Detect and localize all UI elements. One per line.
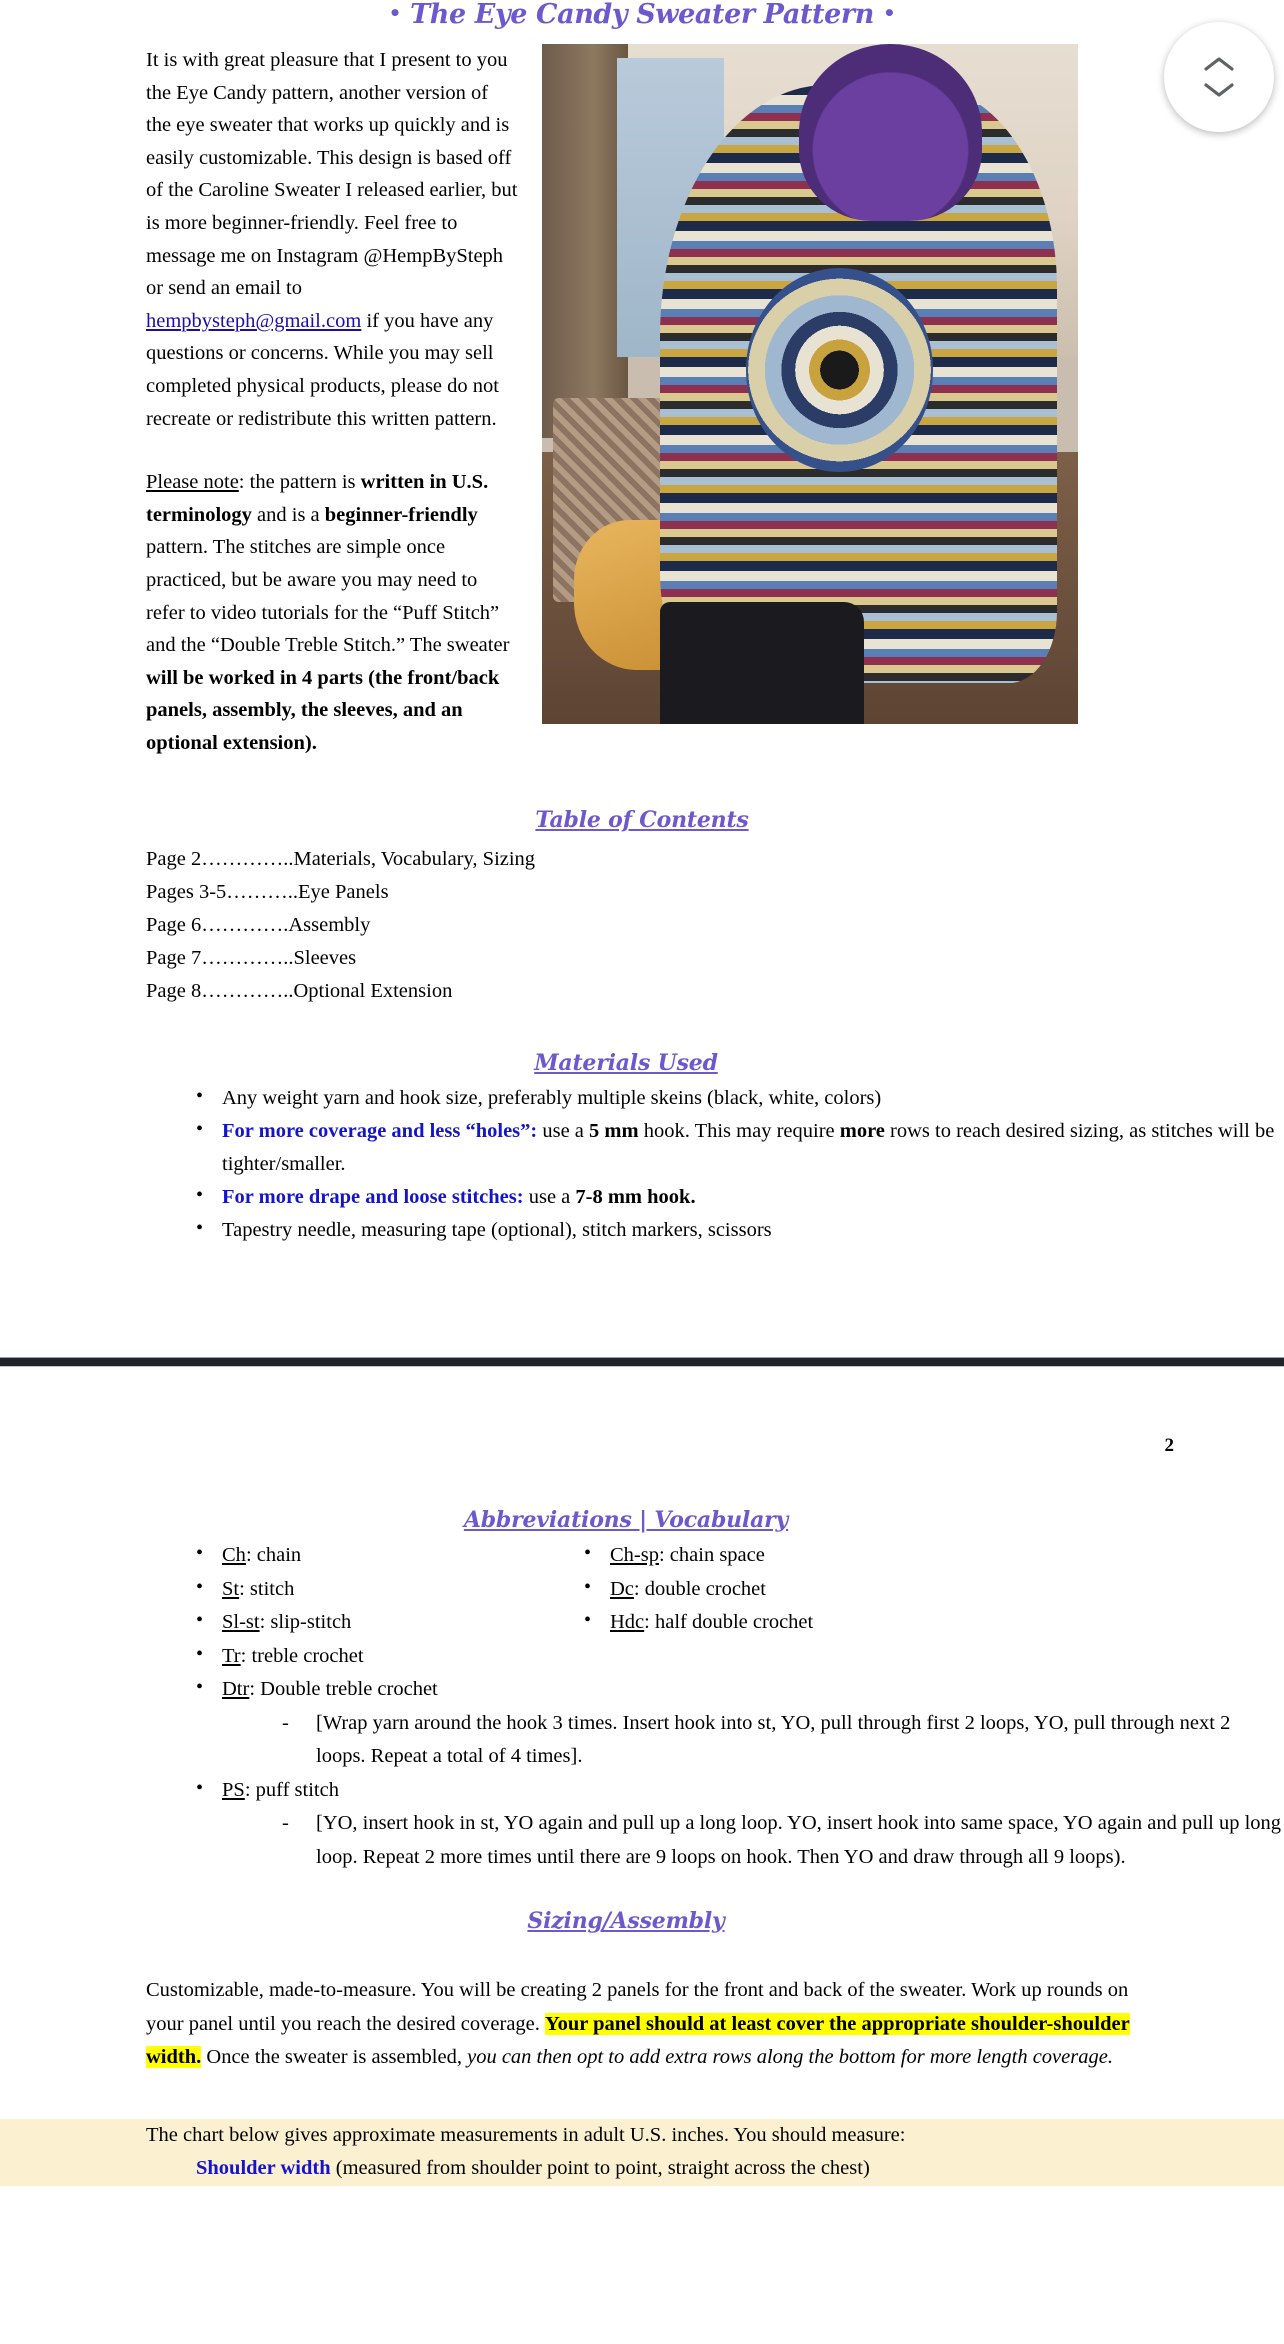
page-break-divider [0,1357,1284,1367]
photo-eye-motif [746,268,934,472]
abbr-def: : double crochet [633,1577,766,1600]
sizing-text-b: Once the sweater is assembled, [201,2046,468,2069]
materials-used-heading: Materials Used [534,1050,718,1077]
table-of-contents-list [146,843,1284,1008]
table-of-contents-heading: Table of Contents [535,807,749,834]
abbreviations-right-column [560,1539,1284,1640]
abbr-def: : chain space [658,1544,765,1567]
intro-p2-bold-terminology: written in U.S. terminology [146,471,489,526]
photo-door [542,44,628,438]
material-text: Any weight yarn and hook size, preferably multiple skeins (black, white, colors) [222,1087,882,1110]
material-emphasis: For more drape and loose stitches: [222,1186,524,1209]
abbr-term: Ch-sp [610,1544,659,1567]
toc-entry: Page 8…………..Optional Extension [146,980,453,1003]
title-bullet-right: • [882,1,896,25]
sizing-paragraph [146,1974,1138,2075]
material-text: use a [523,1186,576,1209]
abbr-term: Dc [610,1577,634,1600]
abbr-sub-list [222,1807,1284,1874]
abbreviations-right-list [560,1539,1284,1640]
chart-note-text: The chart below gives approximate measurements in adult U.S. inches. You should measure: [146,2123,906,2146]
document-page-2 [0,1435,1284,2186]
material-hook-size: 7-8 mm hook. [575,1186,696,1209]
chart-note-paragraph [146,2119,1138,2153]
abbr-def: : treble crochet [240,1644,364,1667]
abbr-sub-text: [YO, insert hook in st, YO again and pull up a long loop. YO, insert hook into same space, YO again and pull up long loop. Repeat 2 more times until there are 9 loops on hook. Then YO and draw through all 9 loops). [316,1812,1282,1868]
list-item [282,1707,1284,1774]
abbr-def: : slip-stitch [259,1611,352,1634]
intro-p2-b: and is a [251,503,325,526]
material-emphasis: For more coverage and less “holes”: [222,1120,538,1143]
sizing-assembly-heading: Sizing/Assembly [527,1908,725,1935]
abbreviations-heading: Abbreviations | Vocabulary [463,1507,789,1534]
list-item [196,1606,560,1640]
intro-text-column [146,44,518,759]
toc-entry: Page 6………….Assembly [146,914,371,937]
abbreviations-left-list [0,1539,560,1640]
abbreviations-left-column [0,1539,560,1640]
intro-p1-part2: if you have any questions or concerns. While you may sell completed physical products, please do not recreate or redistribute this written pattern. [146,309,499,430]
chevron-down-icon[interactable] [1202,81,1236,99]
material-hook-size: 5 mm [589,1120,639,1143]
abbr-sub-text: [Wrap yarn around the hook 3 times. Insert hook into st, YO, pull through first 2 loops, YO, pull through next 2 loops. Repeat a total of 4 times]. [316,1711,1231,1768]
material-more: more [839,1120,885,1143]
page-title [0,0,1284,30]
abbr-term: Sl-st [222,1611,260,1634]
intro-p2-a: : the pattern is [238,471,361,494]
intro-paragraph-2 [146,466,518,759]
intro-p2-bold-beginner: beginner-friendly [324,503,478,526]
abbr-term: Hdc [610,1611,645,1634]
materials-list [0,1082,1284,1247]
list-item [196,1573,560,1607]
sizing-highlighted-note: Your panel should at least cover the appropriate shoulder-shoulder width. [146,2012,1130,2069]
list-item [196,1214,1284,1247]
abbr-def: : chain [245,1544,302,1567]
title-text: The Eye Candy Sweater Pattern [410,0,874,30]
page-number: 2 [1164,1435,1174,1457]
abbr-def: : Double treble crochet [249,1678,438,1701]
abbr-term: St [222,1577,240,1600]
sizing-text-a: Customizable, made-to-measure. You will be creating 2 panels for the front and back of the sweater. Work up rounds on your panel until you reach the desired coverage. [146,1979,1129,2035]
list-item [584,1606,1284,1640]
toc-entry: Pages 3-5………..Eye Panels [146,881,389,904]
list-item [196,1673,1284,1774]
abbr-term: PS [222,1778,245,1801]
intro-p1-part1: It is with great pleasure that I present to you the Eye Candy pattern, another version of the eye sweater that works up quickly and is easily customizable. This design is based off of the Caroline Sweater I released earlier, but is more beginner-friendly. Feel free to message me on Instagram @HempBySteph or send an email to [146,49,518,300]
abbr-def: : puff stitch [244,1778,339,1801]
chart-note-band [0,2119,1284,2186]
shoulder-width-label: Shoulder width [196,2157,331,2180]
abbreviations-columns [0,1539,1284,1640]
list-item [282,1807,1284,1874]
photo-content [542,44,1078,724]
intro-p2-c: pattern. The stitches are simple once practiced, but be aware you may need to refer to video tutorials for the “Puff Stitch” and the “Double Treble Stitch.” The sweater [146,536,510,657]
scroll-navigation-widget[interactable] [1164,22,1274,132]
abbr-def: : stitch [239,1577,295,1600]
material-text: rows to reach desired sizing, as stitches will be tighter/smaller. [222,1120,1275,1176]
list-item [196,1181,1284,1214]
intro-section [0,44,1284,759]
abbr-term: Ch [222,1544,246,1567]
abbr-sub-list [222,1707,1284,1774]
toc-entry: Page 2…………..Materials, Vocabulary, Sizing [146,848,536,871]
title-bullet-left: • [388,1,402,25]
photo-model-pants [660,602,864,724]
shoulder-width-desc: (measured from shoulder point to point, straight across the chest) [330,2157,870,2180]
sizing-italic-note: you can then opt to add extra rows along the bottom for more length coverage. [467,2046,1113,2069]
material-text: hook. This may require [638,1120,840,1143]
chevron-up-icon[interactable] [1202,55,1236,73]
toc-entry: Page 7…………..Sleeves [146,947,357,970]
please-note-label: Please note [146,471,239,494]
abbreviations-continued-list [0,1640,1284,1875]
photo-model-hair [799,44,981,221]
list-item [584,1573,1284,1607]
abbr-term: Tr [222,1644,241,1667]
sweater-photo [542,44,1078,724]
intro-p2-bold-parts: will be worked in 4 parts (the front/back panels, assembly, the sleeves, and an optional extension). [146,666,500,754]
material-text: Tapestry needle, measuring tape (optional), stitch markers, scissors [222,1219,772,1242]
intro-paragraph-1 [146,44,518,435]
abbr-def: : half double crochet [644,1611,814,1634]
chart-measure-item [196,2152,1138,2186]
list-item [196,1539,560,1573]
abbr-term: Dtr [222,1678,250,1701]
list-item [196,1640,1284,1674]
list-item [196,1082,1284,1115]
list-item [196,1115,1284,1181]
material-text: use a [537,1120,590,1143]
email-link[interactable]: hempbysteph@gmail.com [146,309,362,332]
list-item [584,1539,1284,1573]
list-item [196,1774,1284,1875]
